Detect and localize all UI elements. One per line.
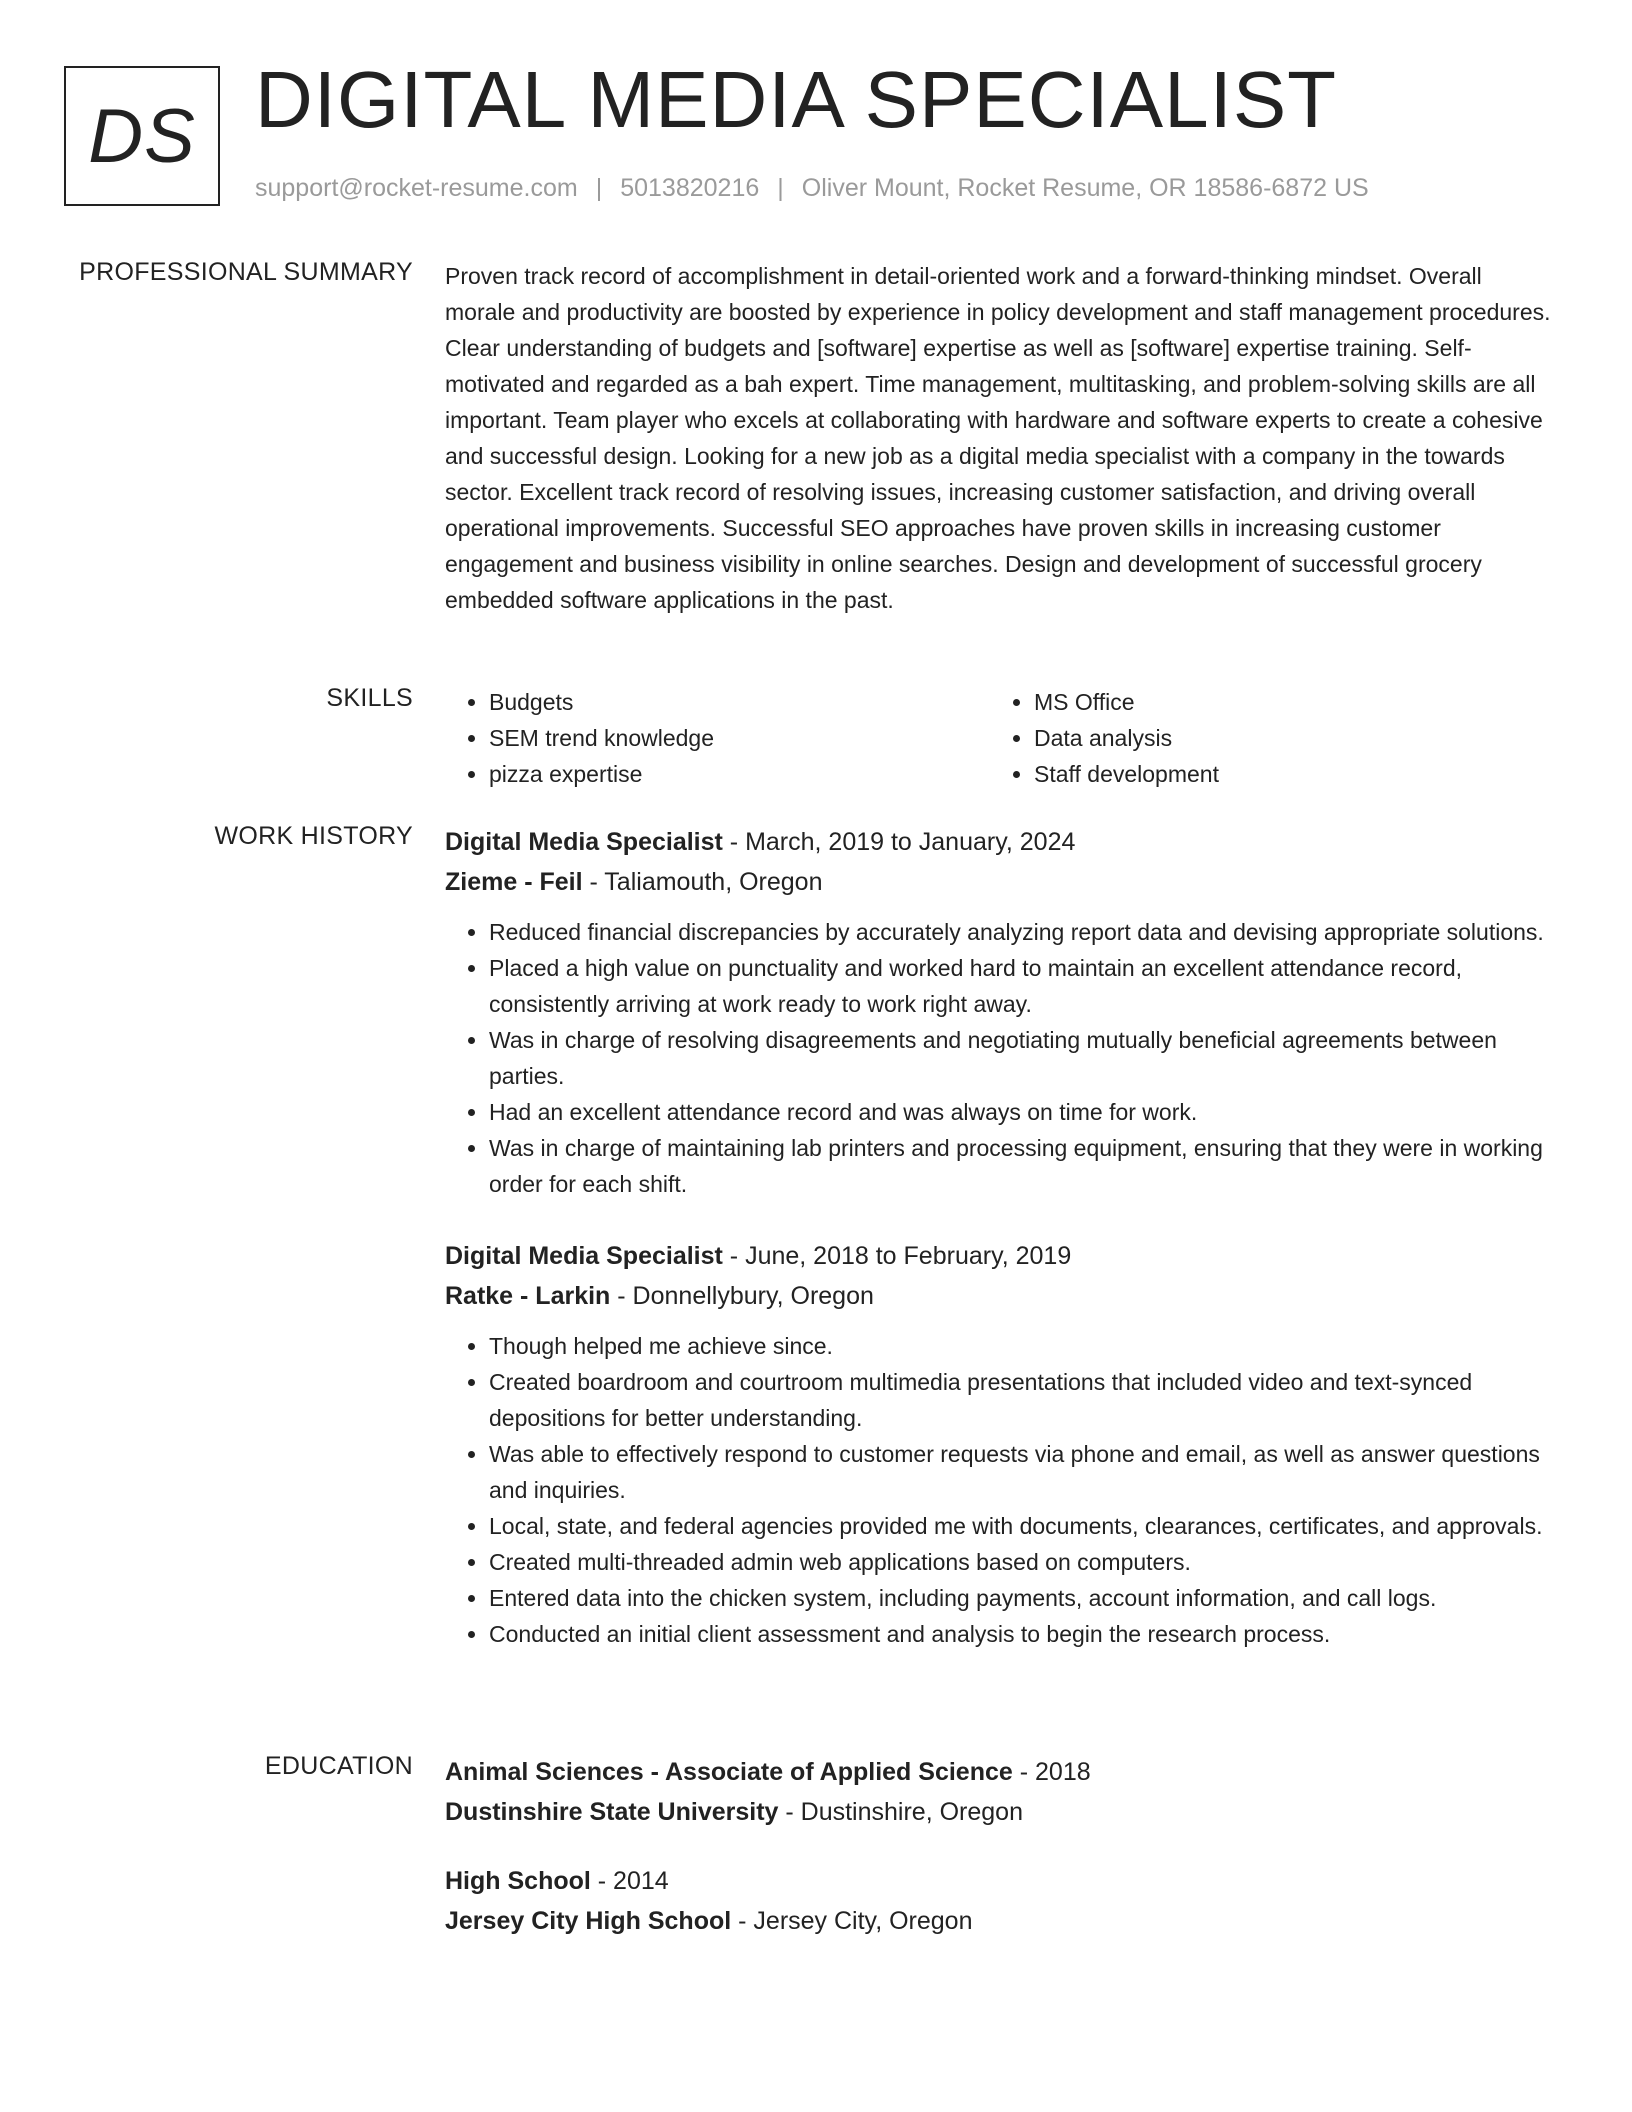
education-body (445, 1752, 1555, 1941)
education-year: - 2018 (1012, 1758, 1091, 1786)
job-bullet: • Was able to effectively respond to customer requests via phone and email, as well as answer questions and inquiries. (489, 1436, 1555, 1508)
employer-line (445, 862, 1555, 902)
job-entry (445, 822, 1555, 1202)
education-school-line (445, 1901, 1555, 1941)
education-school: Dustinshire State University (445, 1798, 779, 1826)
job-title: Digital Media Specialist (445, 828, 723, 856)
summary-body (445, 258, 1555, 618)
contact-phone: 5013820216 (620, 174, 760, 202)
education-degree: High School (445, 1867, 591, 1895)
job-bullet: • Conducted an initial client assessment and analysis to begin the research process. (489, 1616, 1555, 1652)
resume-title: DIGITAL MEDIA SPECIALIST (255, 55, 1338, 144)
education-entry (445, 1861, 1555, 1941)
contact-email: support@rocket-resume.com (255, 174, 578, 202)
employer-location: - Donnellybury, Oregon (610, 1282, 874, 1310)
job-bullet: • Local, state, and federal agencies provided me with documents, clearances, certificates, and approvals. (489, 1508, 1555, 1544)
skills-body (445, 684, 1555, 792)
section-heading-work-history: WORK HISTORY (214, 822, 413, 850)
job-bullet: • Placed a high value on punctuality and worked hard to maintain an excellent attendance record, consistently arriving at work ready to work right away. (489, 950, 1555, 1022)
work-history-body (445, 822, 1555, 1652)
education-entry (445, 1752, 1555, 1832)
skills-list-left (445, 684, 990, 792)
education-location: - Dustinshire, Oregon (778, 1798, 1023, 1826)
section-heading-summary: PROFESSIONAL SUMMARY (79, 258, 413, 286)
employer-line (445, 1276, 1555, 1316)
education-degree-line (445, 1861, 1555, 1901)
skill-item: • Staff development (1034, 756, 1535, 792)
section-heading-skills: SKILLS (326, 684, 413, 712)
job-bullet: • Though helped me achieve since. (489, 1328, 1555, 1364)
skills-list-right (990, 684, 1535, 792)
skill-item: • MS Office (1034, 684, 1535, 720)
education-school-line (445, 1792, 1555, 1832)
job-entry (445, 1236, 1555, 1652)
employer-location: - Taliamouth, Oregon (582, 868, 823, 896)
job-bullet: • Had an excellent attendance record and was always on time for work. (489, 1094, 1555, 1130)
summary-text: Proven track record of accomplishment in detail-oriented work and a forward-thinking mindset. Overall morale and productivity are boosted by experience in policy development and staff management procedures. Clear understanding of budgets and [software] expertise as well as [software] expertise training. Self-motivated and regarded as a bah expert. Time management, multitasking, and problem-solving skills are all important. Team player who excels at collaborating with hardware and software experts to create a cohesive and successful design. Looking for a new job as a digital media specialist with a company in the towards sector. Excellent track record of resolving issues, increasing customer satisfaction, and driving overall operational improvements. Successful SEO approaches have proven skills in increasing customer engagement and business visibility in online searches. Design and development of successful grocery embedded software applications in the past. (445, 263, 1551, 613)
job-bullet: • Was in charge of maintaining lab printers and processing equipment, ensuring that they were in working order for each shift. (489, 1130, 1555, 1202)
skill-item: • SEM trend knowledge (489, 720, 990, 756)
contact-line (255, 174, 1369, 203)
contact-separator: | (777, 174, 784, 202)
education-degree: Animal Sciences - Associate of Applied Science (445, 1758, 1013, 1786)
job-bullet: • Created multi-threaded admin web applications based on computers. (489, 1544, 1555, 1580)
skill-item: • Budgets (489, 684, 990, 720)
contact-address: Oliver Mount, Rocket Resume, OR 18586-6872 US (801, 174, 1369, 202)
job-bullets (445, 914, 1555, 1202)
education-school: Jersey City High School (445, 1907, 732, 1935)
job-bullet: • Was in charge of resolving disagreements and negotiating mutually beneficial agreements between parties. (489, 1022, 1555, 1094)
education-location: - Jersey City, Oregon (731, 1907, 973, 1935)
job-dates: - March, 2019 to January, 2024 (722, 828, 1076, 856)
job-title: Digital Media Specialist (445, 1242, 723, 1270)
job-bullet: • Reduced financial discrepancies by accurately analyzing report data and devising appropriate solutions. (489, 914, 1555, 950)
monogram-logo: DS (64, 66, 220, 206)
skill-item: • pizza expertise (489, 756, 990, 792)
job-bullet: • Created boardroom and courtroom multimedia presentations that included video and text-synced depositions for better understanding. (489, 1364, 1555, 1436)
employer-name: Ratke - Larkin (445, 1282, 611, 1310)
job-bullet: • Entered data into the chicken system, including payments, account information, and call logs. (489, 1580, 1555, 1616)
employer-name: Zieme - Feil (445, 868, 583, 896)
education-degree-line (445, 1752, 1555, 1792)
contact-separator: | (595, 174, 603, 202)
job-dates: - June, 2018 to February, 2019 (722, 1242, 1072, 1270)
skill-item: • Data analysis (1034, 720, 1535, 756)
education-year: - 2014 (590, 1867, 669, 1895)
job-title-line (445, 822, 1555, 862)
job-title-line (445, 1236, 1555, 1276)
section-heading-education: EDUCATION (264, 1752, 413, 1780)
job-bullets (445, 1328, 1555, 1652)
